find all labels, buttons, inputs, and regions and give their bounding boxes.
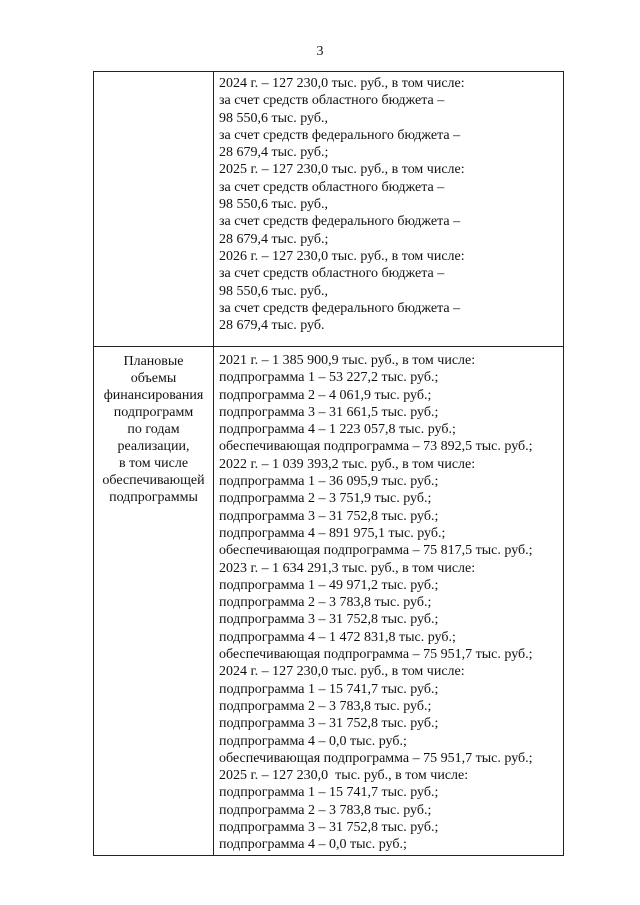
value-line: за счет средств федерального бюджета – xyxy=(219,214,461,230)
label-line: по годам xyxy=(127,422,180,437)
page-number: 3 xyxy=(316,44,324,59)
value-line: подпрограмма 4 – 0,0 тыс. руб.; xyxy=(219,837,407,853)
financing-table xyxy=(93,71,564,856)
value-line: подпрограмма 2 – 3 751,9 тыс. руб.; xyxy=(219,491,432,507)
value-line: подпрограмма 1 – 36 095,9 тыс. руб.; xyxy=(219,474,439,490)
value-line: за счет средств областного бюджета – xyxy=(219,266,445,282)
value-line: подпрограмма 3 – 31 661,5 тыс. руб.; xyxy=(219,404,439,420)
value-line: подпрограмма 2 – 4 061,9 тыс. руб.; xyxy=(219,387,432,403)
value-line: подпрограмма 4 – 891 975,1 тыс. руб.; xyxy=(219,525,446,541)
row-1-label-cell xyxy=(94,72,214,347)
row-1-label xyxy=(94,72,213,78)
row-1-value-cell xyxy=(214,72,564,347)
label-line: подпрограммы xyxy=(109,490,198,505)
value-line: обеспечивающая подпрограмма – 75 951,7 тыс. руб.; xyxy=(219,750,533,766)
table-row xyxy=(94,347,564,856)
value-line: 28 679,4 тыс. руб.; xyxy=(219,145,329,161)
value-line: 2022 г. – 1 039 393,2 тыс. руб., в том числе: xyxy=(219,456,476,472)
value-line: 2025 г. – 127 230,0 тыс. руб., в том числе: xyxy=(219,768,469,784)
value-line: обеспечивающая подпрограмма – 75 817,5 тыс. руб.; xyxy=(219,543,533,559)
value-line: 28 679,4 тыс. руб.; xyxy=(219,231,329,247)
value-line: 98 550,6 тыс. руб., xyxy=(219,283,328,299)
value-line: обеспечивающая подпрограмма – 73 892,5 тыс. руб.; xyxy=(219,439,533,455)
value-line: подпрограмма 1 – 53 227,2 тыс. руб.; xyxy=(219,370,439,386)
value-line: подпрограмма 1 – 15 741,7 тыс. руб.; xyxy=(219,785,439,801)
row-1-value-lines xyxy=(214,72,563,334)
row-2-value-cell xyxy=(214,347,564,856)
value-line: 98 550,6 тыс. руб., xyxy=(219,197,328,213)
value-line: 2026 г. – 127 230,0 тыс. руб., в том числе: xyxy=(219,248,465,264)
value-line: 98 550,6 тыс. руб., xyxy=(219,110,328,126)
value-line: 2024 г. – 127 230,0 тыс. руб., в том числе: xyxy=(219,664,465,680)
value-line: подпрограмма 4 – 1 223 057,8 тыс. руб.; xyxy=(219,422,456,438)
row-2-label xyxy=(94,347,213,506)
label-line: объемы xyxy=(130,371,177,386)
value-line: 2021 г. – 1 385 900,9 тыс. руб., в том числе: xyxy=(219,353,476,368)
label-line: финансирования xyxy=(103,388,204,403)
row-2-label-cell xyxy=(94,347,214,856)
value-line: 2024 г. – 127 230,0 тыс. руб., в том числе: xyxy=(219,76,465,91)
value-line: подпрограмма 3 – 31 752,8 тыс. руб.; xyxy=(219,508,439,524)
value-line: подпрограмма 1 – 49 971,2 тыс. руб.; xyxy=(219,577,439,593)
label-line: Плановые xyxy=(123,354,184,369)
value-line: подпрограмма 2 – 3 783,8 тыс. руб.; xyxy=(219,595,432,611)
value-line: подпрограмма 4 – 1 472 831,8 тыс. руб.; xyxy=(219,629,456,645)
value-line: обеспечивающая подпрограмма – 75 951,7 тыс. руб.; xyxy=(219,647,533,663)
value-line: подпрограмма 4 – 0,0 тыс. руб.; xyxy=(219,733,407,749)
label-line: в том числе xyxy=(118,456,189,471)
value-line: за счет средств областного бюджета – xyxy=(219,179,445,195)
value-line: за счет средств федерального бюджета – xyxy=(219,300,461,316)
value-line: за счет средств федерального бюджета – xyxy=(219,127,461,143)
value-line: подпрограмма 3 – 31 752,8 тыс. руб.; xyxy=(219,820,439,836)
value-line: подпрограмма 2 – 3 783,8 тыс. руб.; xyxy=(219,802,432,818)
table-row xyxy=(94,72,564,347)
value-line: 2023 г. – 1 634 291,3 тыс. руб., в том числе: xyxy=(219,560,476,576)
value-line: подпрограмма 2 – 3 783,8 тыс. руб.; xyxy=(219,698,432,714)
value-line: 2025 г. – 127 230,0 тыс. руб., в том числе: xyxy=(219,162,465,178)
row-2-value-lines xyxy=(214,347,563,854)
label-line: обеспечивающей xyxy=(102,473,205,488)
value-line: подпрограмма 1 – 15 741,7 тыс. руб.; xyxy=(219,681,439,697)
value-line: за счет средств областного бюджета – xyxy=(219,93,445,109)
value-line: подпрограмма 3 – 31 752,8 тыс. руб.; xyxy=(219,612,439,628)
label-line: подпрограмм xyxy=(113,405,194,420)
value-line: 28 679,4 тыс. руб. xyxy=(219,318,325,334)
label-line: реализации, xyxy=(117,439,190,454)
value-line: подпрограмма 3 – 31 752,8 тыс. руб.; xyxy=(219,716,439,732)
